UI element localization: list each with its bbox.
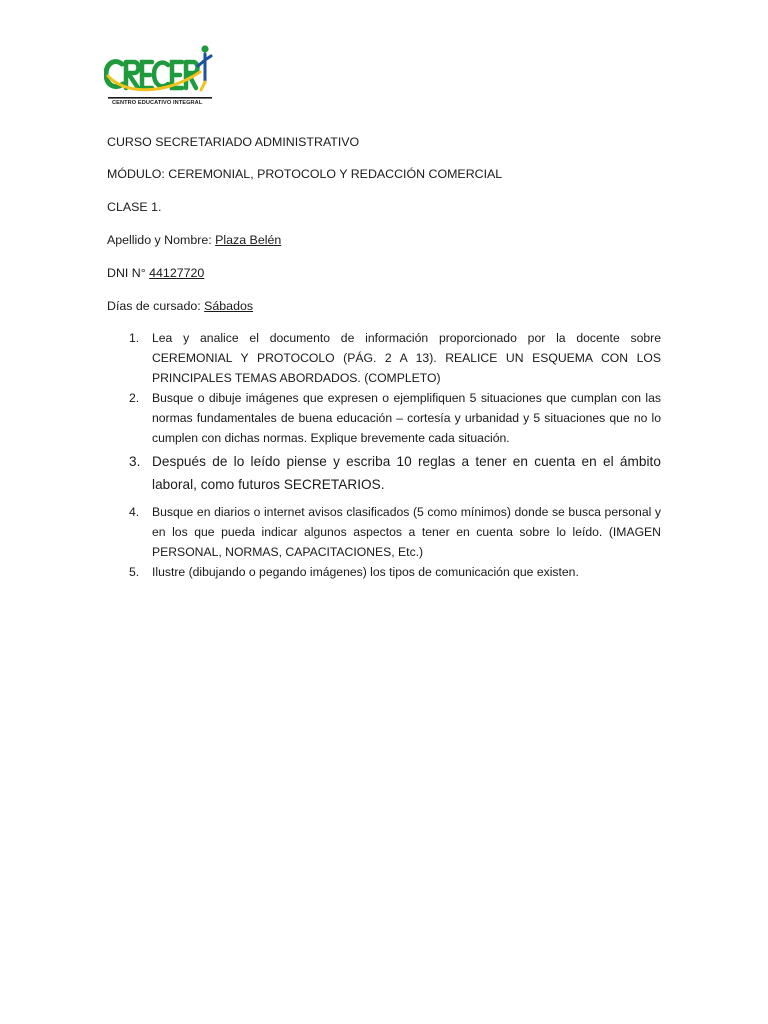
student-name-value: Plaza Belén <box>215 233 282 247</box>
days-label: Días de cursado: <box>107 299 205 313</box>
task-text: Ilustre (dibujando o pegando imágenes) los tipos de comunicación que existen. <box>152 565 579 579</box>
task-text: Después de lo leído piense y escriba 10 reglas a tener en cuenta en el ámbito laboral, como futuros SECRETARIOS. <box>152 454 661 492</box>
module-title: MÓDULO: CEREMONIAL, PROTOCOLO Y REDACCIÓN COMERCIAL <box>107 167 503 181</box>
student-name-label: Apellido y Nombre: <box>107 233 216 247</box>
task-number: 3. <box>129 454 141 469</box>
dni-row <box>107 265 204 281</box>
crecer-logo <box>104 42 216 110</box>
dni-value: 44127720 <box>149 266 205 280</box>
task-number: 2. <box>129 391 140 405</box>
dni-label: DNI N° <box>107 266 150 280</box>
logo-tagline: CENTRO EDUCATIVO INTEGRAL <box>112 100 203 106</box>
task-number: 1. <box>129 331 140 345</box>
class-title: CLASE 1. <box>107 200 162 214</box>
task-list <box>120 328 661 582</box>
task-number: 4. <box>129 505 140 519</box>
days-row <box>107 298 253 314</box>
task-item <box>120 562 661 582</box>
task-item <box>120 450 661 496</box>
task-text: Busque en diarios o internet avisos clasificados (5 como mínimos) donde se busca personal y en los que pueda indicar algunos aspectos a tener en cuenta sobre lo leído. (IMAGEN PERSONAL, NORMAS, CAPACITACIONES, Etc.) <box>152 505 661 559</box>
task-text: Busque o dibuje imágenes que expresen o ejemplifiquen 5 situaciones que cumplan con las normas fundamentales de buena educación – cortesía y urbanidad y 5 situaciones que no lo cumplen con dichas normas. Explique brevemente cada situación. <box>152 391 661 445</box>
task-text: Lea y analice el documento de información proporcionado por la docente sobre CEREMONIAL Y PROTOCOLO (PÁG. 2 A 13). REALICE UN ESQUEMA CON LOS PRINCIPALES TEMAS ABORDADOS. (COMPLETO) <box>152 331 661 385</box>
task-number: 5. <box>129 565 140 579</box>
task-item <box>120 388 661 448</box>
days-value: Sábados <box>204 299 254 313</box>
task-item <box>120 502 661 562</box>
course-title: CURSO SECRETARIADO ADMINISTRATIVO <box>107 135 360 149</box>
task-item <box>120 328 661 388</box>
student-name-row <box>107 232 281 248</box>
